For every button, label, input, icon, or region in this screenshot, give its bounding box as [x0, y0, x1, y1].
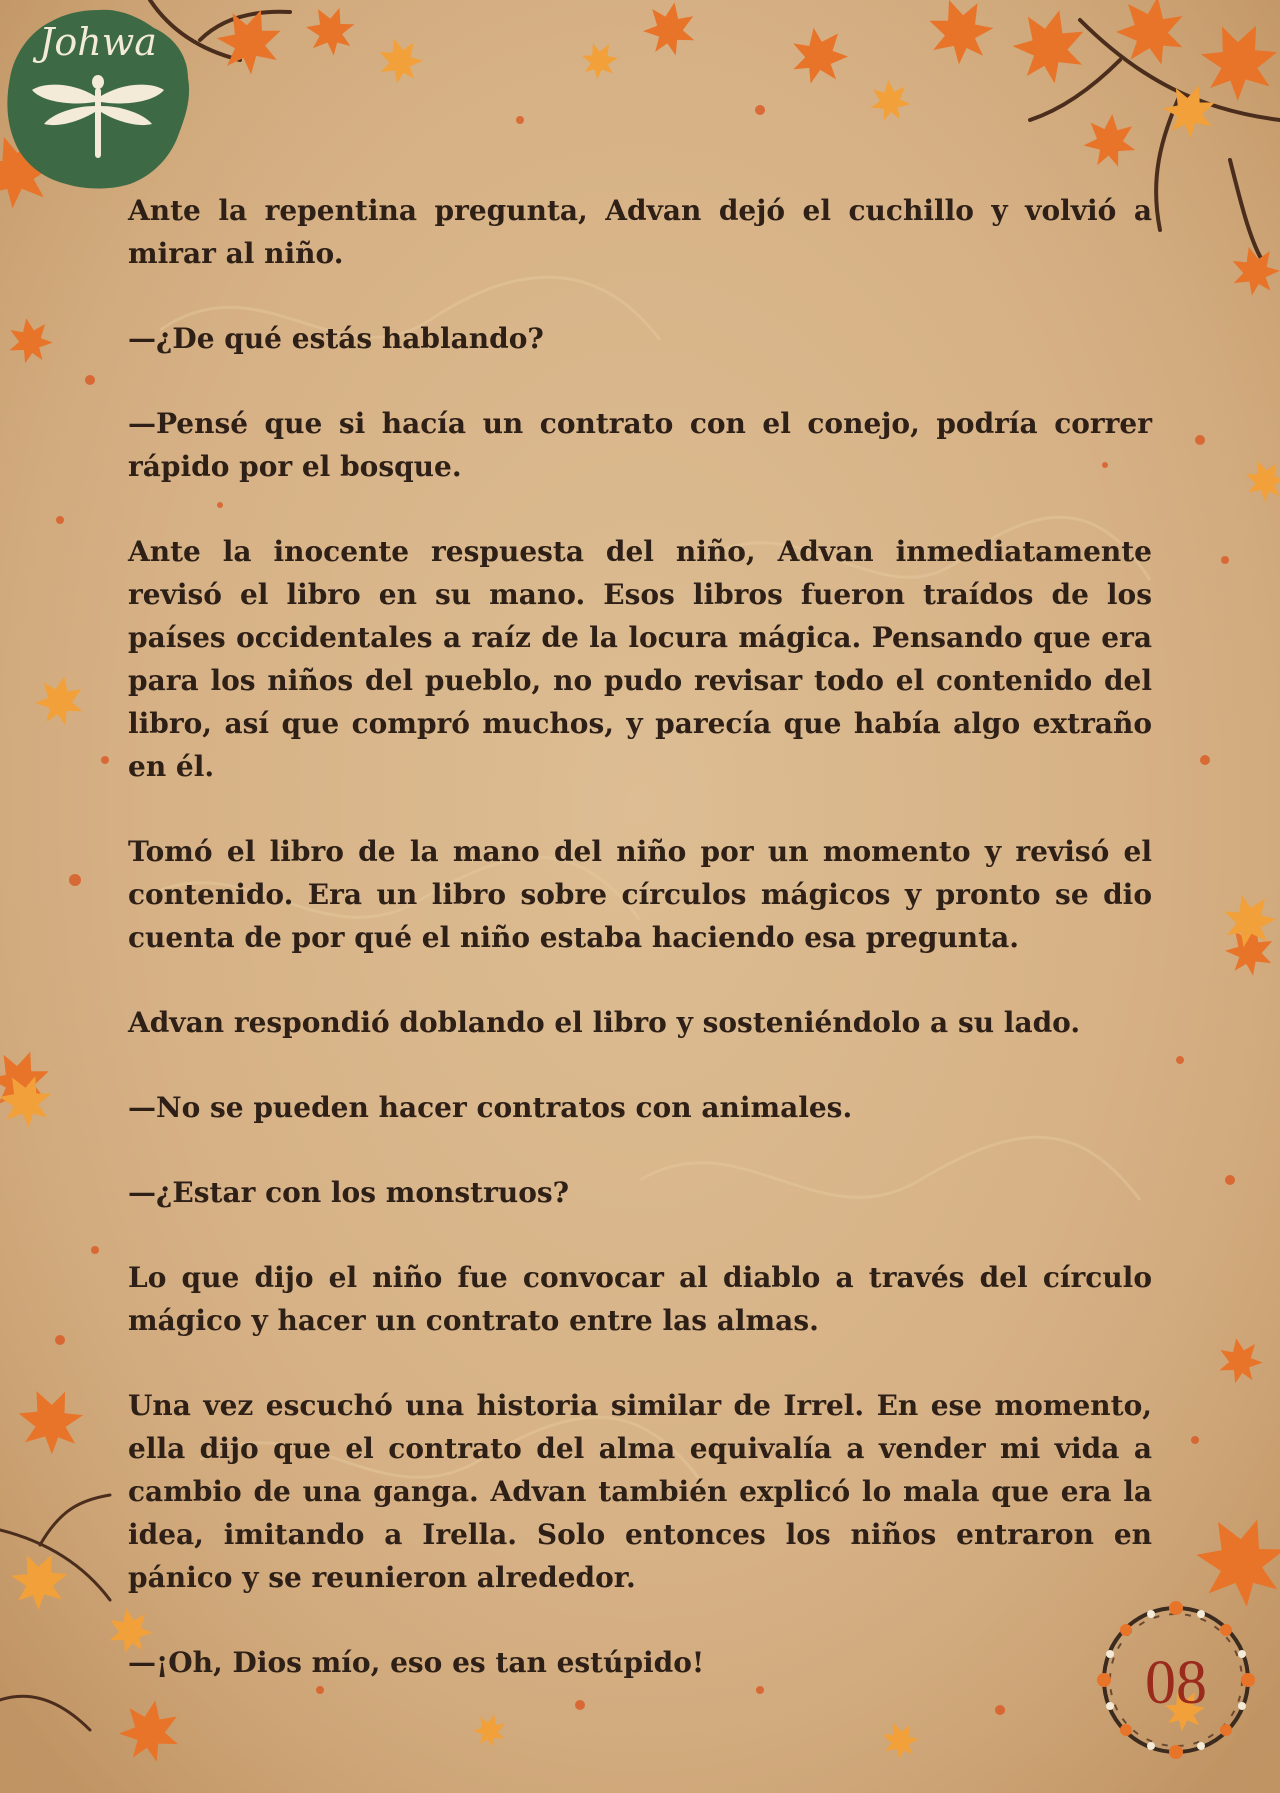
paragraph: Ante la inocente respuesta del niño, Advan inmediatamente revisó el libro en su mano. Esos libros fueron traídos de los países occidentales a raíz de la locura mágica. Pensando que era para los niños del pueblo, no pudo revisar todo el contenido del libro, así que compró muchos, y parecía que había algo extraño en él. [128, 535, 1152, 783]
paragraph: Lo que dijo el niño fue convocar al diablo a través del círculo mágico y hacer un contrato entre las almas. [128, 1261, 1152, 1337]
story-text [128, 189, 1152, 1726]
paragraph: Una vez escuchó una historia similar de Irrel. En ese momento, ella dijo que el contrato del alma equivalía a vender mi vida a cambio de una ganga. Advan también explicó lo mala que era la idea, imitando a Irella. Solo entonces los niños entraron en pánico y se reunieron alrededor. [128, 1389, 1152, 1594]
paragraph: —No se pueden hacer contratos con animales. [128, 1091, 853, 1124]
johwa-logo [2, 2, 194, 194]
page-number-badge [1086, 1590, 1266, 1770]
paragraph: Advan respondió doblando el libro y sosteniéndolo a su lado. [128, 1006, 1081, 1039]
paragraph: —¿De qué estás hablando? [128, 322, 544, 355]
paragraph: Tomó el libro de la mano del niño por un momento y revisó el contenido. Era un libro sobre círculos mágicos y pronto se dio cuenta de por qué el niño estaba haciendo esa pregunta. [128, 835, 1152, 954]
page-number: 08 [1145, 1649, 1207, 1717]
logo-text: Johwa [39, 20, 157, 64]
paragraph: —¡Oh, Dios mío, eso es tan estúpido! [128, 1646, 705, 1679]
paragraph: —¿Estar con los monstruos? [128, 1176, 570, 1209]
paragraph: Ante la repentina pregunta, Advan dejó el cuchillo y volvió a mirar al niño. [128, 194, 1152, 270]
paragraph: —Pensé que si hacía un contrato con el conejo, podría correr rápido por el bosque. [128, 407, 1152, 483]
